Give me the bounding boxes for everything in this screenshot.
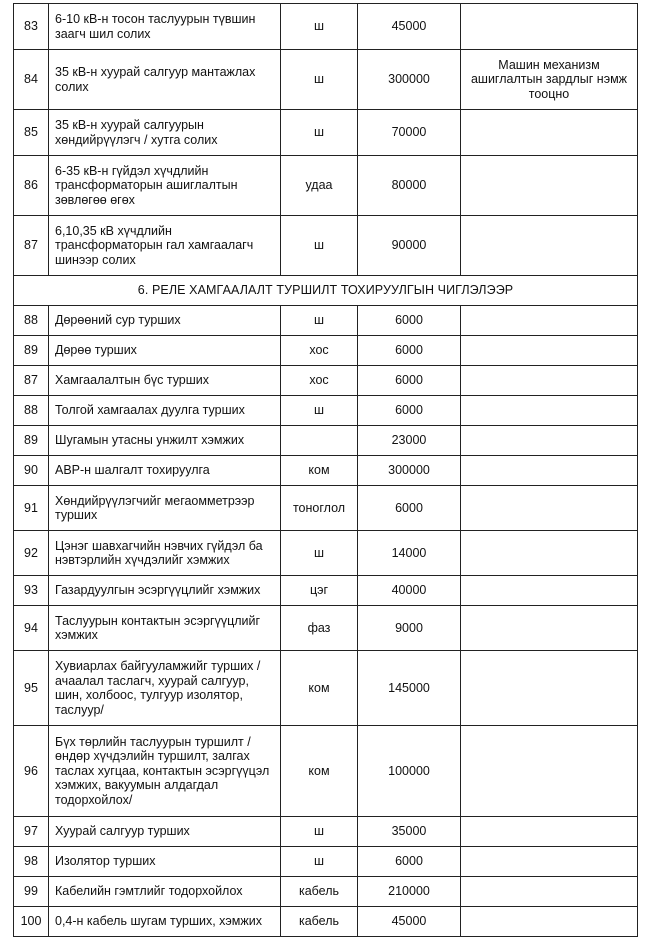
unit-price: 300000 <box>358 50 461 110</box>
unit-of-measure: ком <box>281 651 358 726</box>
work-description: Толгой хамгаалах дуулга турших <box>49 396 281 426</box>
table-row <box>14 576 638 606</box>
unit-price: 70000 <box>358 110 461 156</box>
work-description: Цэнэг шавхагчийн нэвчих гүйдэл ба нэвтэрлийн хүчдэлийг хэмжих <box>49 531 281 576</box>
unit-of-measure: удаа <box>281 156 358 216</box>
unit-of-measure: ш <box>281 847 358 877</box>
unit-of-measure: ш <box>281 817 358 847</box>
row-number: 87 <box>14 216 49 276</box>
remark <box>461 426 638 456</box>
row-number: 91 <box>14 486 49 531</box>
unit-price: 6000 <box>358 306 461 336</box>
unit-price: 6000 <box>358 396 461 426</box>
remark: Машин механизм ашиглалтын зардлыг нэмж тооцно <box>461 50 638 110</box>
table-row <box>14 216 638 276</box>
row-number: 86 <box>14 156 49 216</box>
work-description: Таслуурын контактын эсэргүүцлийг хэмжих <box>49 606 281 651</box>
table-row <box>14 306 638 336</box>
row-number: 88 <box>14 396 49 426</box>
row-number: 99 <box>14 877 49 907</box>
unit-of-measure: тоноглол <box>281 486 358 531</box>
table-row <box>14 817 638 847</box>
unit-of-measure: ш <box>281 396 358 426</box>
unit-of-measure: кабель <box>281 877 358 907</box>
row-number: 87 <box>14 366 49 396</box>
remark <box>461 847 638 877</box>
unit-price: 100000 <box>358 726 461 817</box>
price-table-body <box>14 4 638 937</box>
section-heading: 6. РЕЛЕ ХАМГААЛАЛТ ТУРШИЛТ ТОХИРУУЛГЫН ЧИГЛЭЛЭЭР <box>14 276 638 306</box>
remark <box>461 726 638 817</box>
remark <box>461 531 638 576</box>
work-description: 6-35 кВ-н гүйдэл хүчдлийн трансформаторын ашиглалтын зөвлөгөө өгөх <box>49 156 281 216</box>
unit-of-measure: ш <box>281 4 358 50</box>
table-row <box>14 50 638 110</box>
table-row <box>14 907 638 937</box>
row-number: 89 <box>14 336 49 366</box>
table-row <box>14 877 638 907</box>
price-table <box>13 3 638 937</box>
unit-price: 35000 <box>358 817 461 847</box>
unit-of-measure: кабель <box>281 907 358 937</box>
work-description: Изолятор турших <box>49 847 281 877</box>
row-number: 88 <box>14 306 49 336</box>
remark <box>461 366 638 396</box>
unit-price: 300000 <box>358 456 461 486</box>
remark <box>461 306 638 336</box>
remark <box>461 336 638 366</box>
unit-price: 14000 <box>358 531 461 576</box>
row-number: 89 <box>14 426 49 456</box>
row-number: 90 <box>14 456 49 486</box>
unit-price: 9000 <box>358 606 461 651</box>
unit-price: 45000 <box>358 4 461 50</box>
unit-price: 40000 <box>358 576 461 606</box>
work-description: 0,4-н кабель шугам турших, хэмжих <box>49 907 281 937</box>
remark <box>461 456 638 486</box>
unit-of-measure: хос <box>281 336 358 366</box>
row-number: 95 <box>14 651 49 726</box>
unit-of-measure: ш <box>281 110 358 156</box>
unit-of-measure: ком <box>281 456 358 486</box>
table-row <box>14 606 638 651</box>
table-row <box>14 531 638 576</box>
work-description: Хувиарлах байгууламжийг турших /ачаалал таслагч, хуурай салгуур, шин, холбоос, тулгуур изолятор, таслуур/ <box>49 651 281 726</box>
remark <box>461 4 638 50</box>
table-row <box>14 651 638 726</box>
table-row <box>14 486 638 531</box>
row-number: 83 <box>14 4 49 50</box>
unit-of-measure: фаз <box>281 606 358 651</box>
unit-of-measure: ш <box>281 216 358 276</box>
row-number: 84 <box>14 50 49 110</box>
unit-price: 90000 <box>358 216 461 276</box>
unit-of-measure: ш <box>281 531 358 576</box>
remark <box>461 156 638 216</box>
unit-of-measure: ш <box>281 306 358 336</box>
work-description: Хамгаалалтын бүс турших <box>49 366 281 396</box>
row-number: 98 <box>14 847 49 877</box>
work-description: АВР-н шалгалт тохируулга <box>49 456 281 486</box>
table-row <box>14 847 638 877</box>
unit-of-measure: ком <box>281 726 358 817</box>
table-row <box>14 396 638 426</box>
table-row <box>14 456 638 486</box>
remark <box>461 486 638 531</box>
unit-price: 23000 <box>358 426 461 456</box>
unit-of-measure: ш <box>281 50 358 110</box>
unit-price: 80000 <box>358 156 461 216</box>
work-description: Газардуулгын эсэргүүцлийг хэмжих <box>49 576 281 606</box>
work-description: 35 кВ-н хуурай салгуурын хөндийрүүлэгч / хутга солих <box>49 110 281 156</box>
row-number: 92 <box>14 531 49 576</box>
table-row <box>14 110 638 156</box>
remark <box>461 907 638 937</box>
work-description: Бүх төрлийн таслуурын туршилт /өндөр хүчдэлийн туршилт, залгах таслах хугцаа, контактын эсэргүүцэл хэмжих, вакуумын алдагдал тодорхойлох/ <box>49 726 281 817</box>
unit-of-measure: цэг <box>281 576 358 606</box>
unit-price: 6000 <box>358 847 461 877</box>
unit-price: 6000 <box>358 336 461 366</box>
work-description: Кабелийн гэмтлийг тодорхойлох <box>49 877 281 907</box>
unit-of-measure: хос <box>281 366 358 396</box>
row-number: 85 <box>14 110 49 156</box>
remark <box>461 216 638 276</box>
row-number: 100 <box>14 907 49 937</box>
table-row <box>14 336 638 366</box>
remark <box>461 110 638 156</box>
row-number: 96 <box>14 726 49 817</box>
unit-price: 145000 <box>358 651 461 726</box>
work-description: Шугамын утасны унжилт хэмжих <box>49 426 281 456</box>
table-row <box>14 726 638 817</box>
remark <box>461 396 638 426</box>
section-row <box>14 276 638 306</box>
unit-price: 6000 <box>358 366 461 396</box>
remark <box>461 606 638 651</box>
remark <box>461 576 638 606</box>
row-number: 94 <box>14 606 49 651</box>
work-description: 6,10,35 кВ хүчдлийн трансформаторын гал хамгаалагч шинээр солих <box>49 216 281 276</box>
remark <box>461 651 638 726</box>
table-row <box>14 156 638 216</box>
table-row <box>14 366 638 396</box>
work-description: Хуурай салгуур турших <box>49 817 281 847</box>
table-row <box>14 426 638 456</box>
table-row <box>14 4 638 50</box>
row-number: 93 <box>14 576 49 606</box>
unit-price: 6000 <box>358 486 461 531</box>
row-number: 97 <box>14 817 49 847</box>
work-description: 35 кВ-н хуурай салгуур мантажлах солих <box>49 50 281 110</box>
work-description: Дөрөөний сур турших <box>49 306 281 336</box>
unit-of-measure <box>281 426 358 456</box>
unit-price: 210000 <box>358 877 461 907</box>
remark <box>461 817 638 847</box>
work-description: Дөрөө турших <box>49 336 281 366</box>
remark <box>461 877 638 907</box>
unit-price: 45000 <box>358 907 461 937</box>
work-description: 6-10 кВ-н тосон таслуурын түвшин заагч шил солих <box>49 4 281 50</box>
work-description: Хөндийрүүлэгчийг мегаомметрээр турших <box>49 486 281 531</box>
